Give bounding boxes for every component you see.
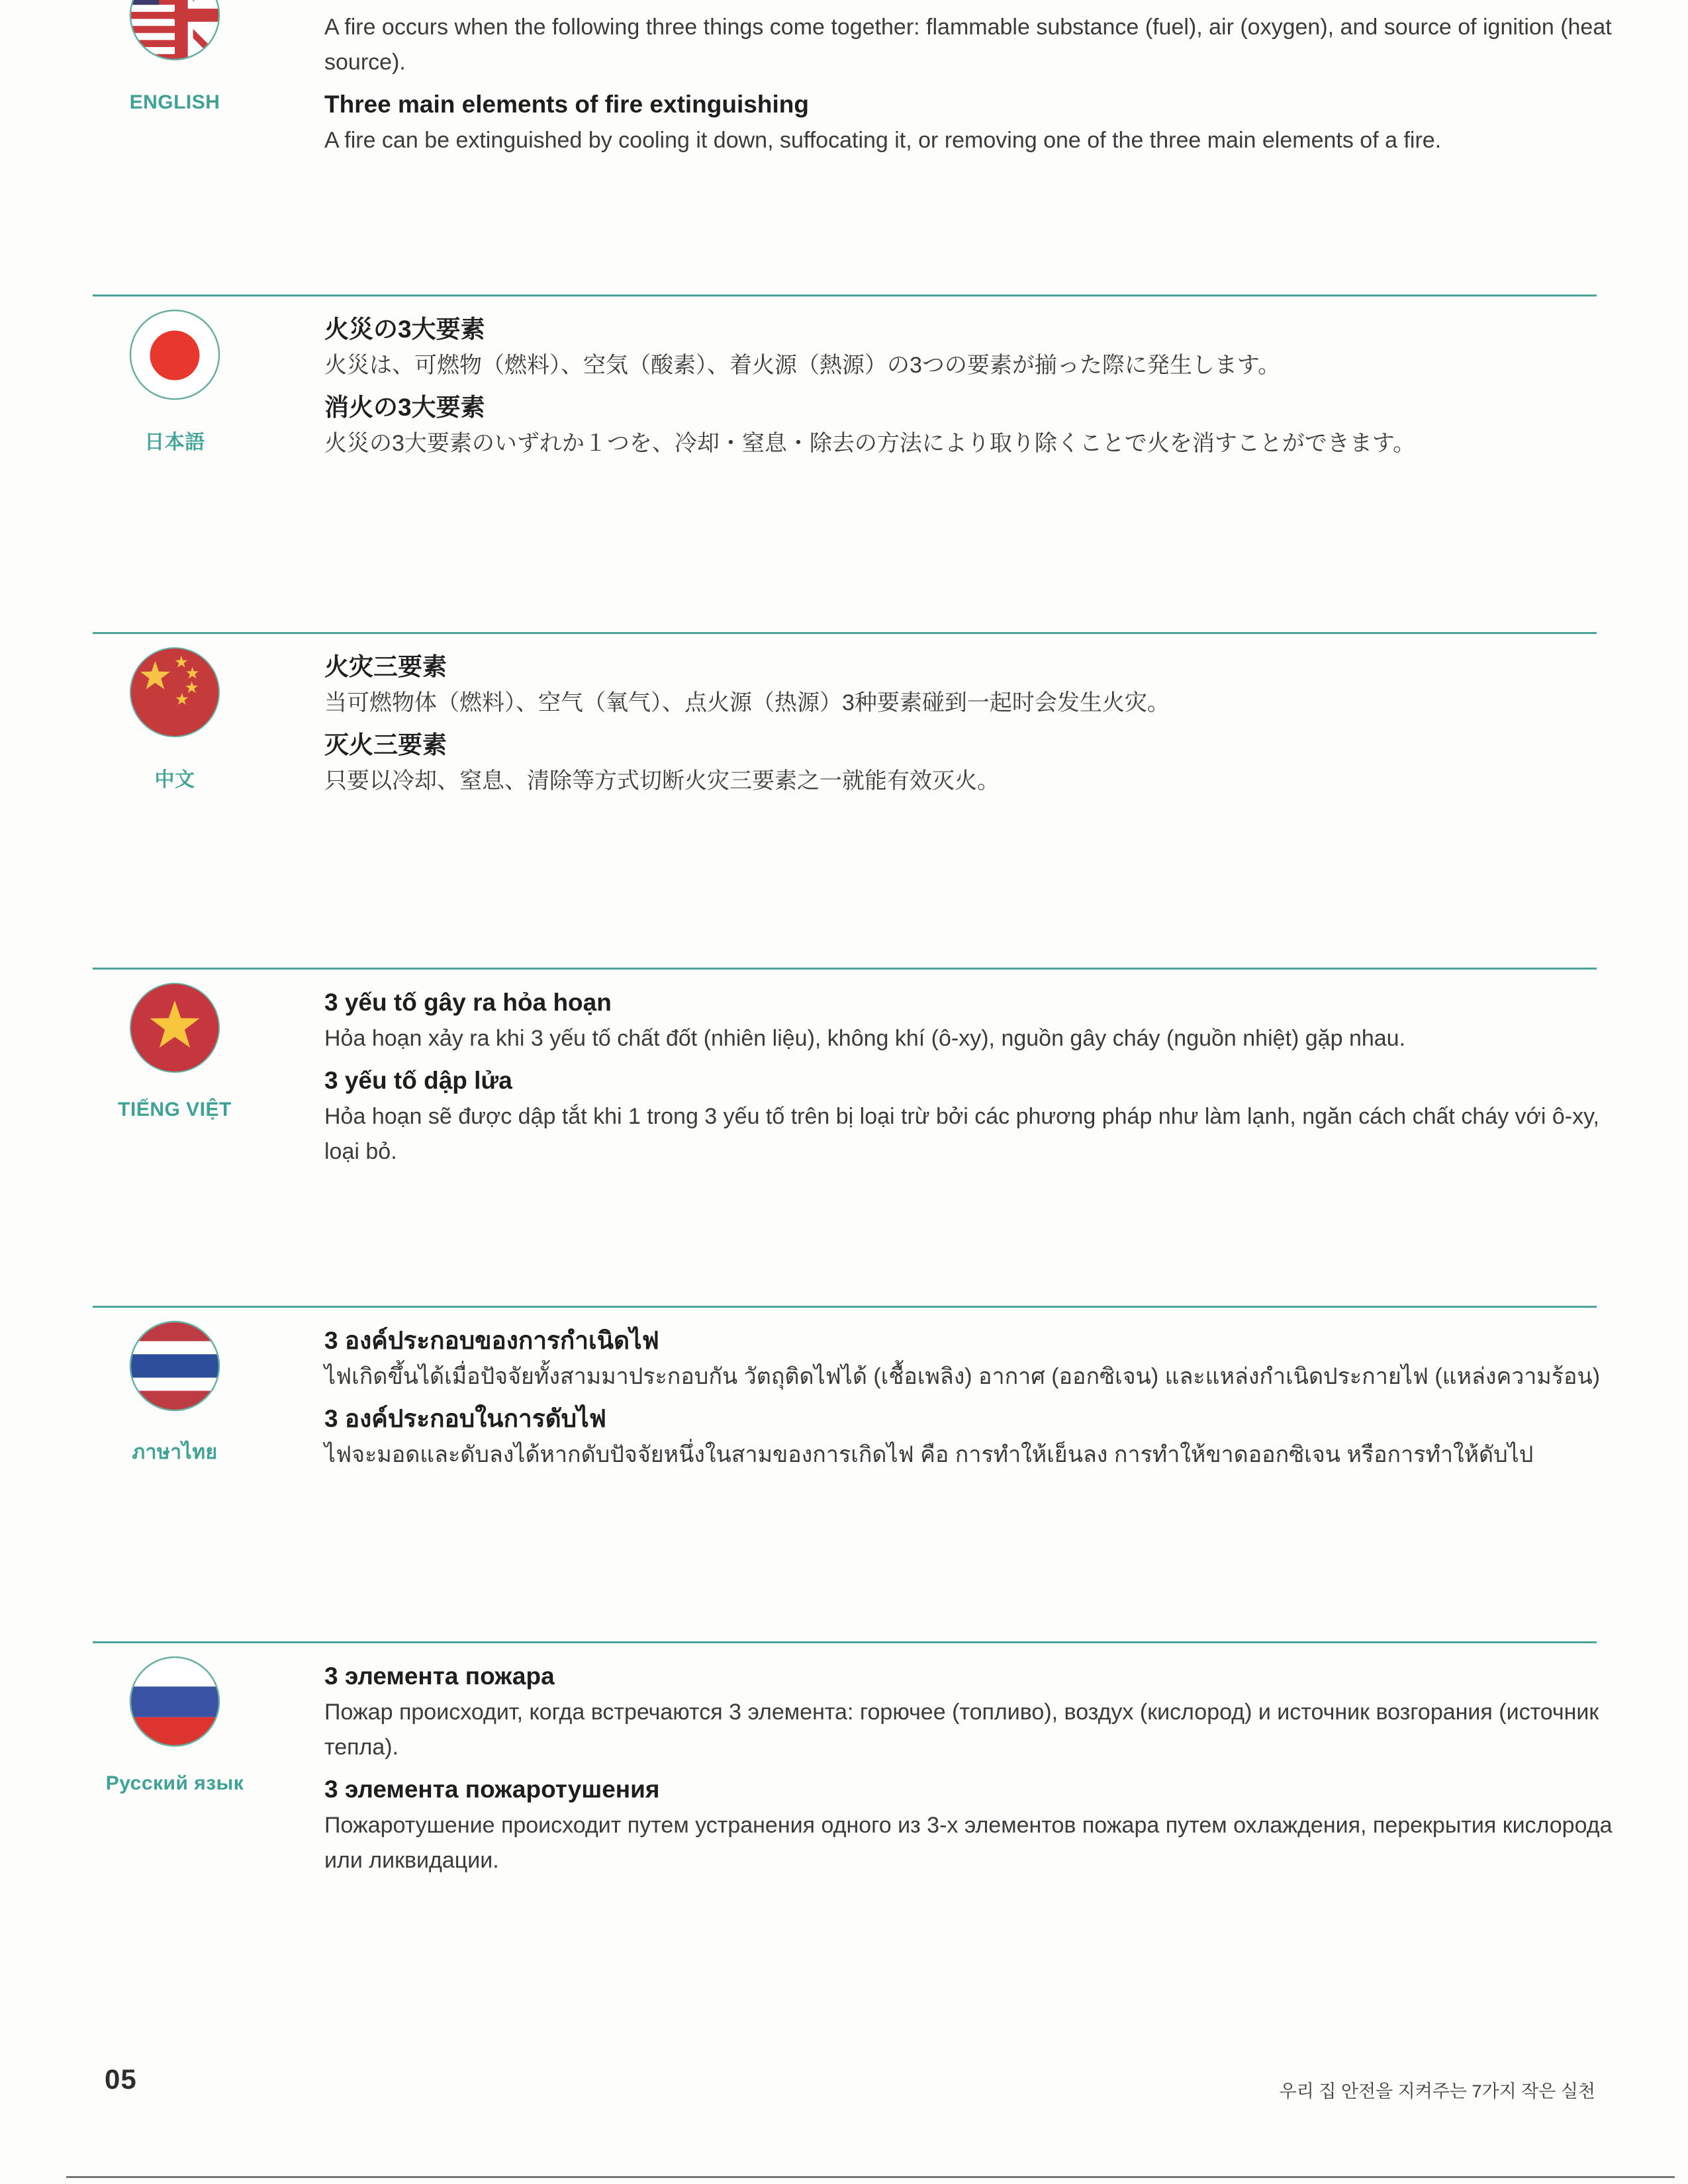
language-label-japanese: 日本語 [144,432,205,453]
vietnamese-text-column [324,987,1615,1179]
us-uk-flag-icon [129,0,220,61]
section-body-2: A fire can be extinguished by cooling it down, suffocating it, or removing one of the three main elements of a fire. [324,128,1442,153]
section-japanese [0,295,1688,632]
section-divider [93,1306,1597,1308]
language-label-vietnamese: TIẾNG VIỆT [118,1099,232,1120]
vietnam-flag-icon [129,982,220,1073]
section-body-1: ไฟเกิดขึ้นได้เมื่อปัจจัยทั้งสามมาประกอบกัน วัตถุติดไฟได้ (เชื้อเพลิง) อากาศ (ออกซิเจน) และแหล่งกำเนิดประกายไฟ (แหล่งความร้อน) [324,1364,1601,1389]
language-label-chinese: 中文 [154,769,195,791]
section-heading-1: 火灾三要素 [324,653,447,680]
section-heading-1: 3 yếu tố gây ra hỏa hoạn [324,989,612,1016]
section-heading-2: 3 элемента пожаротушения [324,1776,660,1803]
japan-flag-icon [129,309,220,400]
footer-title: 우리 집 안전을 지켜주는 7가지 작은 실천 [1279,2081,1595,2101]
language-label-russian: Русский язык [105,1772,244,1794]
language-label-english: ENGLISH [129,91,220,113]
section-divider [93,632,1597,634]
section-body-2: Пожаротушение происходит путем устранения одного из 3-х элементов пожара путем охлаждения, перекрытия кислорода или ликвидации. [324,1813,1613,1873]
section-body-2: Hỏa hoạn sẽ được dập tắt khi 1 trong 3 yếu tố trên bị loại trừ bởi các phương pháp như làm lạnh, ngăn cách chất cháy với ô-xy, loại bỏ. [324,1104,1599,1164]
section-thai [0,1306,1688,1641]
section-russian [0,1641,1688,2012]
section-heading-2: 3 องค์ประกอบในการดับไฟ [324,1405,606,1432]
section-body-2: ไฟจะมอดและดับลงได้หากดับปัจจัยหนึ่งในสามของการเกิดไฟ คือ การทำให้เย็นลง การทำให้ขาดออกซิเจน หรือการทำให้ดับไป [324,1442,1534,1467]
section-heading-2: 灭火三要素 [324,731,447,758]
section-heading-2: 3 yếu tố dập lửa [324,1067,512,1094]
section-divider [93,295,1597,296]
section-divider [93,968,1597,970]
china-flag-icon [129,647,220,738]
language-label-thai: ภาษาไทย [132,1441,218,1463]
thai-text-column [324,1326,1615,1482]
russia-flag-icon [129,1656,220,1747]
section-body-1: 当可燃物体（燃料）、空气（氧气）、点火源（热源）3种要素碰到一起时会发生火灾。 [324,690,1170,715]
section-heading-1: 火災の3大要素 [324,316,485,343]
section-english [0,0,1688,295]
section-body-1: Hỏa hoạn xảy ra khi 3 yếu tố chất đốt (nhiên liệu), không khí (ô-xy), nguồn gây cháy (nguồn nhiệt) gặp nhau. [324,1026,1406,1051]
section-body-2: 只要以冷却、窒息、清除等方式切断火灾三要素之一就能有效灭火。 [324,768,1000,794]
japanese-text-column [324,314,1615,471]
english-text-column [324,7,1615,167]
section-body-1: Пожар происходит, когда встречаются 3 элемента: горючее (топливо), воздух (кислород) и источник возгорания (источник тепла). [324,1700,1599,1760]
section-heading-1: 3 элемента пожара [324,1662,555,1690]
russian-text-column [324,1661,1615,1888]
thailand-flag-icon [129,1320,220,1412]
section-body-1: A fire occurs when the following three things come together: flammable substance (fuel), air (oxygen), and source of ignition (heat source). [324,15,1612,75]
section-divider [93,1641,1597,1643]
section-vietnamese [0,968,1688,1306]
page-number: 05 [105,2064,137,2095]
section-heading-2: Three main elements of fire extinguishing [324,91,809,118]
section-chinese [0,632,1688,968]
chinese-text-column [324,652,1615,808]
section-heading-2: 消火の3大要素 [324,394,485,421]
section-heading-1: 3 องค์ประกอบของการกำเนิดไฟ [324,1327,659,1354]
section-body-2: 火災の3大要素のいずれか１つを、冷却・窒息・除去の方法により取り除くことで火を消すことができます。 [324,431,1416,456]
section-body-1: 火災は、可燃物（燃料）、空気（酸素）、着火源（熱源）の3つの要素が揃った際に発生します。 [324,353,1281,378]
page-bottom-rule [66,2176,1675,2178]
